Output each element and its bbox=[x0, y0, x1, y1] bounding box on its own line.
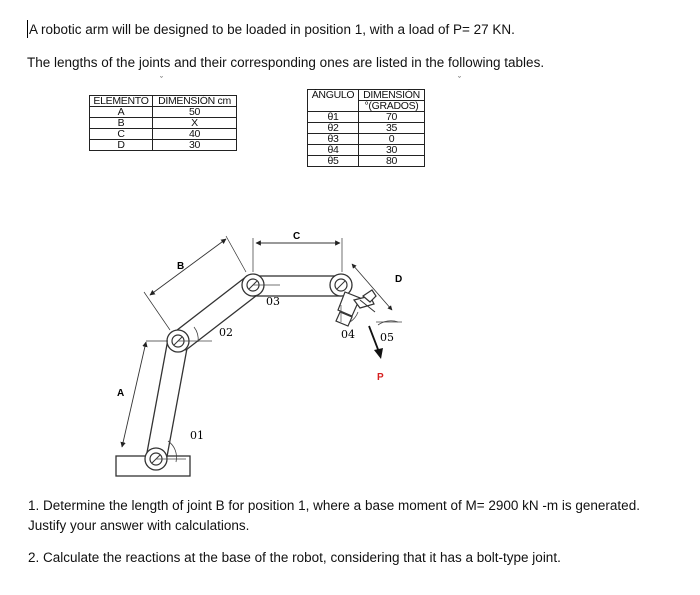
table-cell: A bbox=[90, 107, 153, 118]
intro-line-2: The lengths of the joints and their corresponding ones are listed in the following tables. bbox=[27, 55, 545, 70]
dimension-a bbox=[122, 342, 146, 447]
link-c bbox=[253, 276, 341, 296]
elements-header-element: ELEMENTO bbox=[90, 96, 153, 107]
angle-label-05: 05 bbox=[380, 331, 394, 344]
table-cell: 30 bbox=[359, 145, 425, 156]
table-cell: θ1 bbox=[308, 112, 359, 123]
link-a bbox=[146, 339, 188, 462]
question-1-line-2: Justify your answer with calculations. bbox=[28, 518, 250, 533]
angle-label-03: 03 bbox=[266, 295, 280, 308]
dimension-b-ext bbox=[144, 292, 170, 330]
tick-mark: ˇ bbox=[458, 75, 461, 85]
angles-header-angle: ÁNGULO bbox=[308, 90, 359, 112]
joint-4 bbox=[330, 274, 352, 296]
question-2: 2. Calculate the reactions at the base of the robot, considering that it has a bolt-type joint. bbox=[28, 550, 561, 565]
table-cell: B bbox=[90, 118, 153, 129]
angle-label-01: 01 bbox=[190, 429, 204, 442]
angles-header-dimension: DIMENSIÓN bbox=[359, 90, 425, 101]
label-c: C bbox=[293, 231, 301, 242]
table-cell: 30 bbox=[153, 140, 237, 151]
elements-header-dimension: DIMENSIÓN cm bbox=[153, 96, 237, 107]
load-arrow bbox=[369, 326, 379, 352]
label-p: P bbox=[377, 372, 384, 383]
table-cell: 80 bbox=[359, 156, 425, 167]
question-1-line-1: 1. Determine the length of joint B for position 1, where a base moment of M= 2900 kN -m is generated. bbox=[28, 498, 640, 513]
table-cell: θ3 bbox=[308, 134, 359, 145]
table-cell: 0 bbox=[359, 134, 425, 145]
table-cell: 70 bbox=[359, 112, 425, 123]
dimension-b-ext bbox=[226, 236, 246, 272]
angle-label-02: 02 bbox=[219, 326, 233, 339]
table-cell: X bbox=[153, 118, 237, 129]
angles-header-degrees: °(GRADOS) bbox=[359, 101, 425, 112]
label-a: A bbox=[117, 388, 125, 399]
tick-mark: ˇ bbox=[160, 75, 163, 85]
label-d: D bbox=[395, 274, 403, 285]
table-cell: 35 bbox=[359, 123, 425, 134]
load-arrow-head bbox=[374, 348, 383, 359]
table-cell: θ5 bbox=[308, 156, 359, 167]
table-cell: D bbox=[90, 140, 153, 151]
table-cell: 40 bbox=[153, 129, 237, 140]
dimension-b bbox=[150, 239, 226, 295]
table-cell: θ2 bbox=[308, 123, 359, 134]
angle-arc-5 bbox=[378, 321, 398, 325]
angle-label-04: 04 bbox=[341, 328, 355, 341]
table-cell: C bbox=[90, 129, 153, 140]
intro-line-1: A robotic arm will be designed to be loaded in position 1, with a load of P= 27 KN. bbox=[29, 22, 515, 37]
label-b: B bbox=[177, 261, 185, 272]
table-cell: 50 bbox=[153, 107, 237, 118]
table-cell: θ4 bbox=[308, 145, 359, 156]
